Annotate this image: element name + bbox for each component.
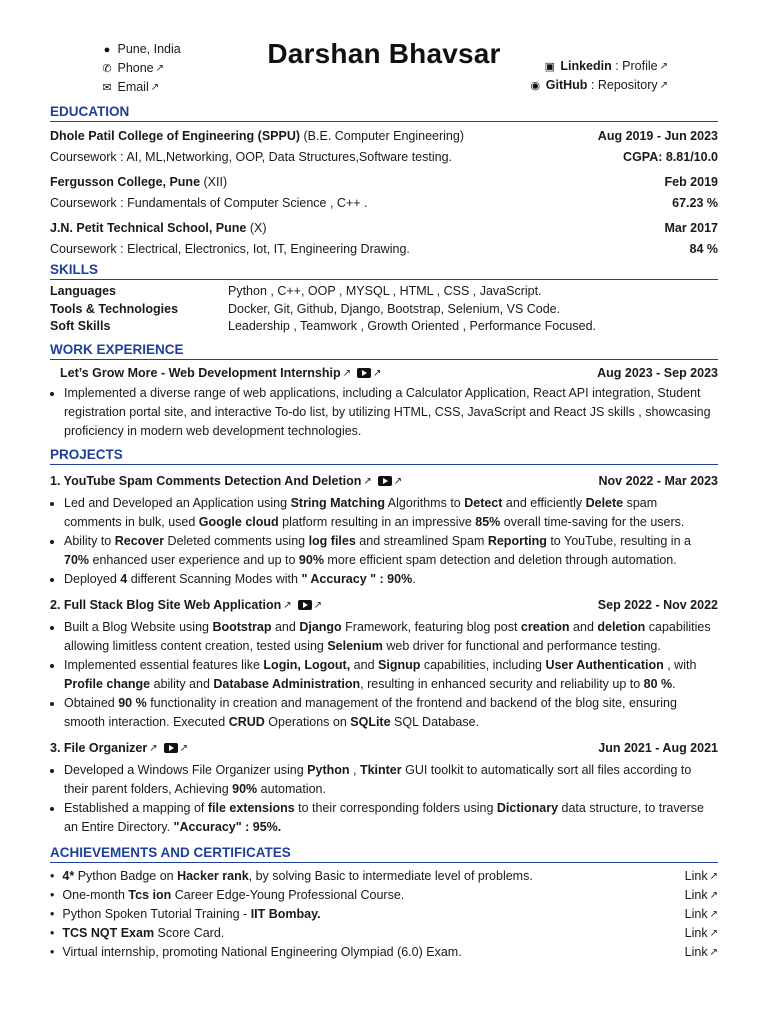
bold-text: Selenium (327, 638, 383, 653)
achievement-text (62, 943, 684, 962)
external-link-icon: ↗ (659, 61, 668, 72)
education-row-detail (50, 193, 718, 214)
achievements-section (50, 845, 718, 962)
project-bullets (50, 618, 718, 732)
project-title-wrap (50, 595, 322, 616)
bold-text: file extensions (207, 800, 295, 815)
bold-text: User Authentication (545, 657, 664, 672)
bold-text: Recover (114, 533, 165, 548)
external-link-icon[interactable]: ↗ (363, 475, 372, 487)
bold-text: 90 % (118, 695, 147, 710)
text-run: data structure, to traverse an Entire Directory. (64, 800, 704, 834)
achievements-list (50, 867, 718, 962)
text-run: Framework, featuring blog post (341, 619, 521, 634)
education-school-wrap (50, 172, 227, 193)
skill-value: Leadership , Teamwork , Growth Oriented , Performance Focused. (228, 319, 596, 333)
skills-list (50, 283, 718, 336)
youtube-icon[interactable] (378, 476, 392, 486)
text-run: , (349, 762, 360, 777)
bold-text: String Matching (290, 495, 386, 510)
bold-text: CRUD (228, 714, 265, 729)
github-value: Repository (597, 78, 658, 92)
education-school: Dhole Patil College of Engineering (SPPU) (50, 129, 301, 143)
skill-label: Tools & Technologies (50, 301, 179, 316)
project-date: Nov 2022 - Mar 2023 (598, 473, 718, 488)
bold-text: Dictionary (496, 800, 559, 815)
education-section (50, 104, 718, 260)
education-school: J.N. Petit Technical School, Pune (50, 221, 247, 235)
skills-section (50, 262, 718, 336)
project-title: 2. Full Stack Blog Site Web Application (50, 597, 282, 612)
bold-text: Delete (585, 495, 624, 510)
achievement-text (62, 905, 684, 924)
text-run: Score Card. (154, 925, 225, 940)
bold-text: 80 % (643, 676, 673, 691)
text-run: enhanced user experience and up to (89, 552, 299, 567)
text-run: Algorithms to (385, 495, 465, 510)
bold-text: Python (307, 762, 350, 777)
bold-text: TCS NQT Exam (62, 925, 155, 940)
text-run: Deployed (64, 571, 121, 586)
education-score: 84 % (689, 242, 718, 256)
skill-label: Soft Skills (50, 319, 111, 333)
education-degree: (XII) (200, 175, 228, 189)
bold-text: Tkinter (359, 762, 402, 777)
education-degree: (X) (246, 221, 267, 235)
education-school: Fergusson College, Pune (50, 175, 201, 189)
external-link-icon: ↗ (709, 908, 718, 920)
education-date: Feb 2019 (664, 175, 718, 189)
bold-text: "Accuracy" : 95%. (173, 819, 282, 834)
project-title-wrap (50, 471, 402, 492)
text-run: , with (663, 657, 697, 672)
text-run: capabilities allowing limitless content creation, tested using (64, 619, 711, 653)
project-title: 1. YouTube Spam Comments Detection And Deletion (50, 473, 362, 488)
external-link-icon: ↗ (709, 889, 718, 901)
education-date: Aug 2019 - Jun 2023 (597, 129, 718, 143)
phone-text: Phone (117, 61, 154, 75)
external-link-icon[interactable]: ↗ (342, 367, 351, 379)
bold-text: log files (308, 533, 356, 548)
bold-text: SQLite (350, 714, 391, 729)
education-school-wrap (50, 126, 464, 147)
bold-text: 70% (64, 552, 90, 567)
project-header (50, 471, 718, 492)
text-run: Established a mapping of (64, 800, 208, 815)
text-run: . (412, 571, 416, 586)
work-title-wrap (60, 363, 381, 384)
youtube-icon[interactable] (164, 743, 178, 753)
linkedin-icon: ▣ (544, 61, 556, 73)
work-bullets (50, 384, 718, 441)
work-header (50, 363, 718, 384)
text-run: automation. (257, 781, 326, 796)
text-run: spam comments in bulk, used (64, 495, 658, 529)
bold-text: Django (299, 619, 342, 634)
projects-section (50, 447, 718, 837)
bold-text: Profile change (64, 676, 151, 691)
bold-text: 90% (298, 552, 324, 567)
section-title-work: WORK EXPERIENCE (50, 342, 718, 360)
work-section (50, 342, 718, 441)
bold-text: deletion (597, 619, 646, 634)
external-link-icon[interactable]: ↗ (283, 599, 292, 611)
education-entry (50, 218, 718, 260)
envelope-icon: ✉ (102, 82, 112, 94)
project-entry (50, 595, 718, 732)
external-link-icon[interactable]: ↗ (393, 475, 403, 487)
text-run: Ability to (64, 533, 115, 548)
project-date: Sep 2022 - Nov 2022 (597, 597, 718, 612)
external-link-icon[interactable]: ↗ (149, 742, 158, 754)
email-text: Email (117, 80, 149, 94)
email-link[interactable] (100, 78, 181, 97)
achievement-text (62, 924, 684, 943)
text-run: more efficient spam detection and deletion through automation. (323, 552, 677, 567)
text-run: , resulting in enhanced security and reliability up to (360, 676, 644, 691)
achievement-item (50, 905, 718, 924)
section-title-achievements: ACHIEVEMENTS AND CERTIFICATES (50, 845, 718, 863)
skill-value: Python , C++, OOP , MYSQL , HTML , CSS , JavaScript. (228, 284, 542, 298)
achievement-text (62, 886, 684, 905)
skill-label: Languages (50, 284, 116, 298)
text-run: web driver for functional and performance testing. (382, 638, 661, 653)
text-run: Python Badge on (74, 868, 178, 883)
text-run: Operations on (264, 714, 351, 729)
bold-text: 90% (232, 781, 258, 796)
education-degree: (B.E. Computer Engineering) (300, 129, 464, 143)
work-title: Let’s Grow More - Web Development Internship (60, 365, 341, 380)
education-row-main (50, 126, 718, 147)
achievement-link-label: Link (684, 906, 708, 921)
external-link-icon: ↗ (709, 946, 718, 958)
projects-list (50, 471, 718, 837)
section-title-projects: PROJECTS (50, 447, 718, 465)
text-run: Deleted comments using (164, 533, 309, 548)
text-run: Built a Blog Website using (64, 619, 213, 634)
linkedin-value: Profile (622, 59, 658, 73)
external-link-icon: ↗ (659, 80, 668, 91)
text-run: One-month (62, 887, 129, 902)
external-link-icon: ↗ (709, 870, 718, 882)
text-run: different Scanning Modes with (127, 571, 302, 586)
education-school-wrap (50, 218, 266, 239)
text-run: overall time-saving for the users. (500, 514, 685, 529)
bold-text: " Accuracy " : 90% (301, 571, 413, 586)
achievement-text (62, 867, 684, 886)
achievement-link[interactable] (685, 943, 718, 962)
external-link-icon[interactable]: ↗ (313, 599, 323, 611)
project-bullet (64, 532, 718, 570)
achievement-link-label: Link (684, 887, 708, 902)
external-link-icon[interactable]: ↗ (372, 367, 382, 379)
education-row-detail (50, 147, 718, 168)
education-score: 67.23 % (672, 196, 718, 210)
education-row-detail (50, 239, 718, 260)
bold-text: 85% (475, 514, 501, 529)
education-row-main (50, 218, 718, 239)
project-bullet (64, 694, 718, 732)
text-run: platform resulting in an impressive (278, 514, 476, 529)
section-title-education: EDUCATION (50, 104, 718, 122)
achievement-link[interactable] (685, 867, 718, 886)
bold-text: Hacker rank (177, 868, 249, 883)
achievement-item (50, 867, 718, 886)
project-header (50, 595, 718, 616)
linkedin-label: Linkedin (560, 59, 612, 73)
text-run: to YouTube, resulting in a (546, 533, 691, 548)
bold-text: Tcs ion (128, 887, 172, 902)
education-list (50, 126, 718, 260)
text-run: Virtual internship, promoting National Engineering Olympiad (6.0) Exam. (62, 944, 462, 959)
bold-text: Google cloud (198, 514, 279, 529)
github-label: GitHub (545, 78, 588, 92)
achievement-item (50, 886, 718, 905)
achievement-link-label: Link (684, 868, 708, 883)
education-entry (50, 126, 718, 168)
text-run: and (569, 619, 598, 634)
education-date: Mar 2017 (664, 221, 718, 235)
project-title: 3. File Organizer (50, 740, 148, 755)
project-date: Jun 2021 - Aug 2021 (598, 740, 718, 755)
text-run: and efficiently (502, 495, 586, 510)
achievement-link[interactable] (685, 905, 718, 924)
project-bullet (64, 761, 718, 799)
text-run: and (350, 657, 379, 672)
github-link[interactable]: ◉ GitHub : Repository ↗ (528, 76, 668, 95)
text-run: ability and (150, 676, 214, 691)
achievement-link[interactable] (685, 886, 718, 905)
bold-text: creation (520, 619, 570, 634)
project-title-wrap (50, 738, 188, 759)
github-icon: ◉ (530, 80, 541, 92)
linkedin-link[interactable]: ▣ Linkedin : Profile ↗ (528, 57, 668, 76)
external-link-icon: ↗ (709, 927, 718, 939)
location-text: Pune, India (117, 42, 181, 56)
text-run: Developed a Windows File Organizer using (64, 762, 308, 777)
text-run: . (672, 676, 676, 691)
project-bullets (50, 761, 718, 837)
work-bullet: • Implemented a diverse range of web applications, including a Calculator Application, React API integration, Student registration portal site, and interactive To-do list, by utilizing HTML, CSS, JavaScript and React JS skills , showcasing proficiency in modern web development technologies. (64, 384, 718, 441)
text-run: and streamlined Spam (355, 533, 488, 548)
text-run: and (271, 619, 300, 634)
project-bullet (64, 570, 718, 589)
bold-text: Bootstrap (212, 619, 272, 634)
candidate-name: Darshan Bhavsar (267, 38, 501, 69)
resume-header (50, 0, 718, 100)
section-title-skills: SKILLS (50, 262, 718, 280)
project-entry (50, 738, 718, 837)
project-bullet (64, 799, 718, 837)
education-coursework: Coursework : Fundamentals of Computer Science , C++ . (50, 196, 368, 210)
location-pin-icon: ● (103, 44, 111, 56)
youtube-icon[interactable] (357, 368, 371, 378)
project-entry (50, 471, 718, 589)
phone-icon: ✆ (102, 63, 112, 75)
text-run: Led and Developed an Application using (64, 495, 291, 510)
education-entry (50, 172, 718, 214)
text-run: functionality in creation and management of the frontend and backend of the blog site, ensuring smooth interaction. Executed (64, 695, 677, 729)
text-run: GUI toolkit to automatically sort all files according to their parent folders, Achieving (64, 762, 692, 796)
achievement-item (50, 943, 718, 962)
bold-text: Database Administration (213, 676, 361, 691)
external-link-icon[interactable]: ↗ (179, 742, 189, 754)
text-run: , by solving Basic to intermediate level of problems. (248, 868, 533, 883)
project-bullet (64, 618, 718, 656)
education-row-main (50, 172, 718, 193)
project-bullet (64, 656, 718, 694)
text-run: to their corresponding folders using (294, 800, 497, 815)
bold-text: 4 (120, 571, 128, 586)
youtube-icon[interactable] (298, 600, 312, 610)
education-score: CGPA: 8.81/10.0 (623, 150, 718, 164)
achievement-item (50, 924, 718, 943)
bold-text: IIT Bombay. (250, 906, 321, 921)
education-coursework: Coursework : Electrical, Electronics, Iot, IT, Engineering Drawing. (50, 242, 410, 256)
education-coursework: Coursework : AI, ML,Networking, OOP, Data Structures,Software testing. (50, 150, 453, 164)
bold-text: Signup (378, 657, 421, 672)
bold-text: Reporting (487, 533, 547, 548)
text-run: SQL Database. (390, 714, 480, 729)
text-run: capabilities, including (420, 657, 546, 672)
project-bullet (64, 494, 718, 532)
text-run: Implemented essential features like (64, 657, 264, 672)
text-run: Career Edge-Young Professional Course. (171, 887, 405, 902)
external-link-icon: ↗ (150, 82, 160, 93)
bold-text: Detect (464, 495, 503, 510)
project-header (50, 738, 718, 759)
project-bullets (50, 494, 718, 589)
achievement-link[interactable] (685, 924, 718, 943)
text-run: Python Spoken Tutorial Training - (62, 906, 251, 921)
bold-text: 4* (62, 868, 75, 883)
achievement-link-label: Link (684, 925, 708, 940)
skill-value: Docker, Git, Github, Django, Bootstrap, Selenium, VS Code. (228, 301, 561, 316)
achievement-link-label: Link (684, 944, 708, 959)
external-link-icon: ↗ (155, 63, 165, 74)
text-run: Obtained (64, 695, 119, 710)
contact-right (528, 57, 668, 95)
bold-text: Login, Logout, (263, 657, 351, 672)
work-date: Aug 2023 - Sep 2023 (597, 365, 718, 380)
